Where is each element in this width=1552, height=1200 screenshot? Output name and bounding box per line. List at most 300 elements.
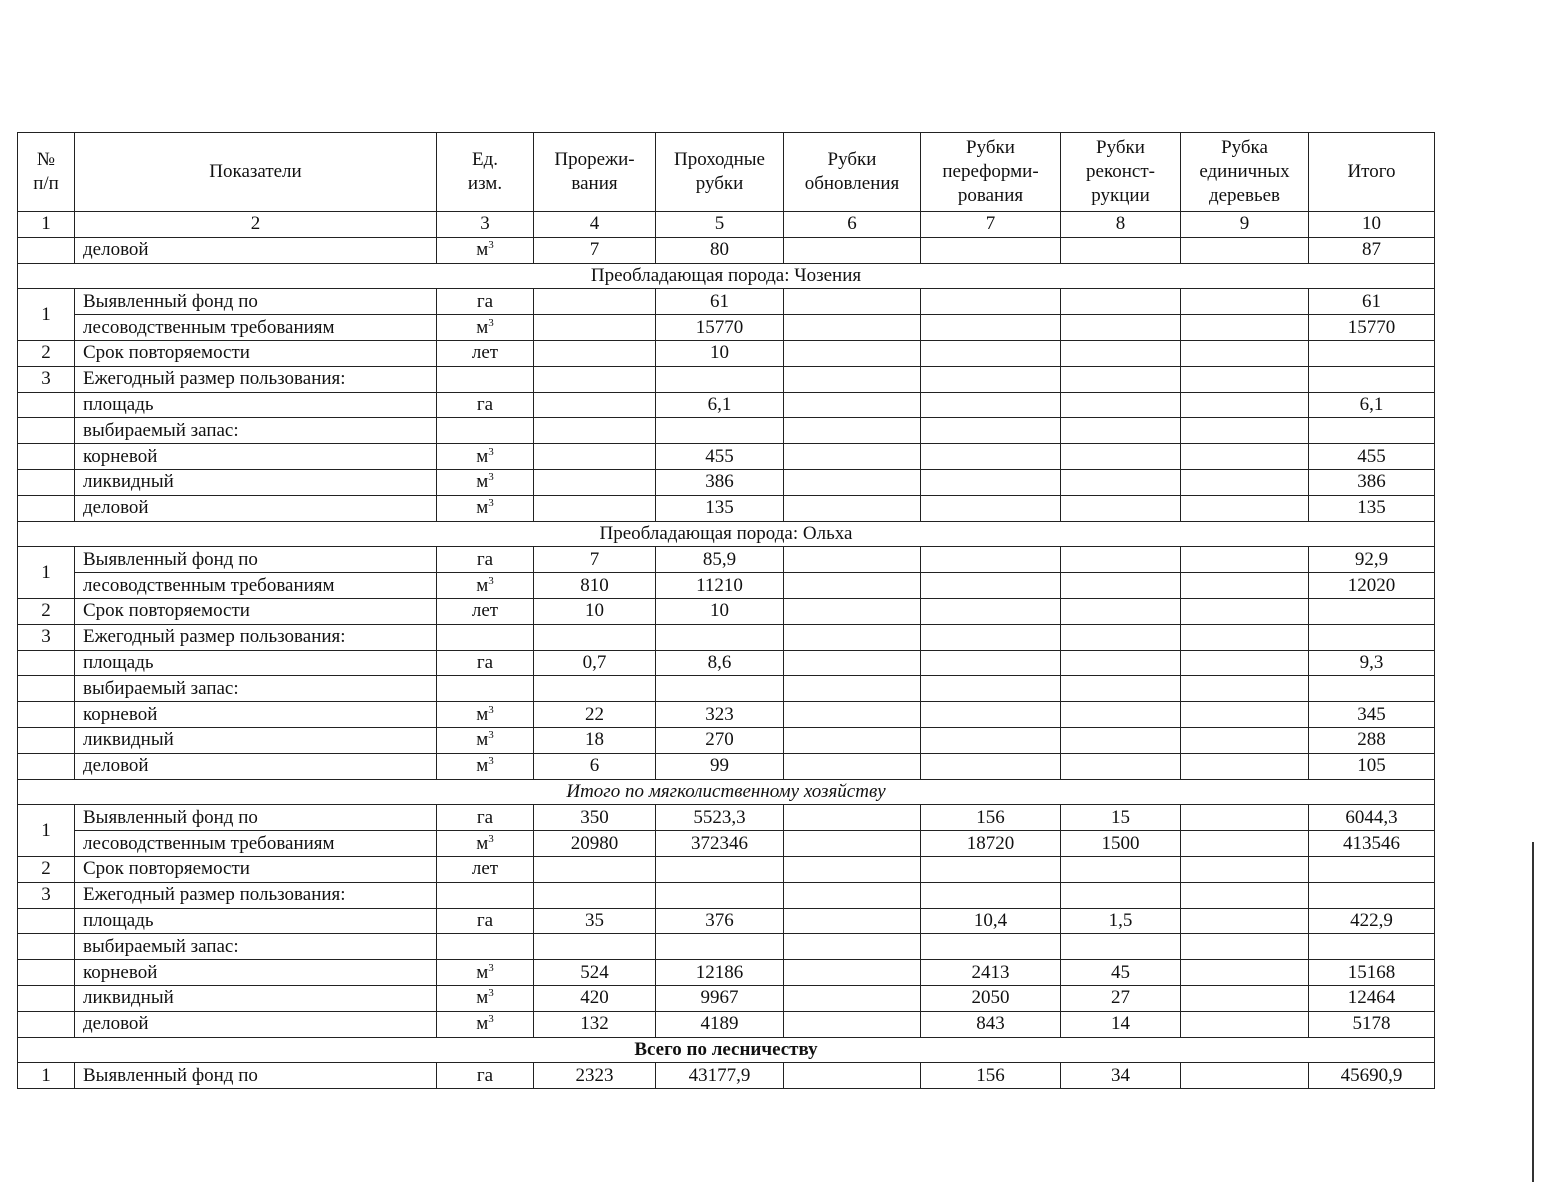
indicator-name: деловой — [75, 753, 437, 779]
value-cell: 43177,9 — [656, 1063, 784, 1089]
value-cell: 27 — [1061, 985, 1181, 1011]
value-cell — [784, 805, 921, 831]
unit-cell: лет — [437, 340, 534, 366]
value-cell — [534, 882, 656, 908]
value-cell — [1061, 392, 1181, 418]
value-cell — [1309, 366, 1435, 392]
table-row — [18, 289, 1435, 315]
value-cell — [784, 444, 921, 470]
indicator-name: Выявленный фонд по — [75, 289, 437, 315]
table-row — [18, 882, 1435, 908]
indicator-name: ликвидный — [75, 985, 437, 1011]
indicator-name: Ежегодный размер пользования: — [75, 366, 437, 392]
value-cell — [1181, 856, 1309, 882]
value-cell — [1061, 676, 1181, 702]
indicator-name: деловой — [75, 495, 437, 521]
value-cell: 20980 — [534, 831, 656, 857]
value-cell — [784, 676, 921, 702]
unit-cell — [437, 418, 534, 444]
value-cell — [1309, 676, 1435, 702]
indicator-name: лесоводственным требованиям — [75, 315, 437, 341]
column-number: 3 — [437, 212, 534, 238]
value-cell — [784, 237, 921, 263]
table-row — [18, 495, 1435, 521]
section-title: Преобладающая порода: Ольха — [18, 521, 1435, 547]
indicator-name: деловой — [75, 237, 437, 263]
value-cell: 18720 — [921, 831, 1061, 857]
value-cell — [1181, 340, 1309, 366]
header-reformation-cuttings: Рубки переформи- рования — [921, 133, 1061, 212]
indicator-name: Выявленный фонд по — [75, 805, 437, 831]
value-cell: 34 — [1061, 1063, 1181, 1089]
value-cell: 15 — [1061, 805, 1181, 831]
table-row — [18, 676, 1435, 702]
value-cell — [534, 676, 656, 702]
value-cell: 135 — [656, 495, 784, 521]
value-cell — [656, 856, 784, 882]
total-cell: 87 — [1309, 237, 1435, 263]
value-cell: 9967 — [656, 985, 784, 1011]
value-cell: 0,7 — [534, 650, 656, 676]
value-cell — [656, 624, 784, 650]
value-cell — [921, 366, 1061, 392]
total-cell: 6,1 — [1309, 392, 1435, 418]
indicator-name: Ежегодный размер пользования: — [75, 624, 437, 650]
table-row — [18, 573, 1435, 599]
value-cell — [656, 882, 784, 908]
value-cell — [534, 289, 656, 315]
total-cell — [1309, 856, 1435, 882]
total-cell: 413546 — [1309, 831, 1435, 857]
value-cell — [784, 702, 921, 728]
value-cell: 61 — [656, 289, 784, 315]
section-title-row — [18, 1037, 1435, 1063]
value-cell: 156 — [921, 1063, 1061, 1089]
value-cell — [1309, 882, 1435, 908]
row-number: 3 — [18, 882, 75, 908]
value-cell — [921, 598, 1061, 624]
value-cell — [784, 340, 921, 366]
section-title-row — [18, 263, 1435, 289]
value-cell — [534, 392, 656, 418]
value-cell — [784, 934, 921, 960]
value-cell — [534, 934, 656, 960]
unit-cell: га — [437, 392, 534, 418]
value-cell: 10 — [534, 598, 656, 624]
value-cell — [534, 495, 656, 521]
unit-cell: га — [437, 805, 534, 831]
value-cell: 80 — [656, 237, 784, 263]
indicator-name: выбираемый запас: — [75, 418, 437, 444]
value-cell — [534, 444, 656, 470]
value-cell — [1061, 753, 1181, 779]
total-cell: 15770 — [1309, 315, 1435, 341]
table-row — [18, 960, 1435, 986]
unit-cell: га — [437, 547, 534, 573]
unit-cell: га — [437, 908, 534, 934]
header-renewal-cuttings: Рубки обновления — [784, 133, 921, 212]
value-cell: 99 — [656, 753, 784, 779]
value-cell — [1181, 702, 1309, 728]
forest-use-table — [17, 132, 1435, 1089]
value-cell — [1181, 650, 1309, 676]
value-cell — [1181, 366, 1309, 392]
value-cell — [1061, 237, 1181, 263]
indicator-name: выбираемый запас: — [75, 934, 437, 960]
unit-cell — [437, 676, 534, 702]
table-row — [18, 237, 1435, 263]
value-cell: 35 — [534, 908, 656, 934]
value-cell — [1309, 624, 1435, 650]
table-row — [18, 856, 1435, 882]
row-number — [18, 392, 75, 418]
row-number — [18, 985, 75, 1011]
header-unit: Ед. изм. — [437, 133, 534, 212]
value-cell: 18 — [534, 727, 656, 753]
value-cell — [784, 753, 921, 779]
value-cell — [921, 392, 1061, 418]
value-cell — [1181, 753, 1309, 779]
total-cell: 15168 — [1309, 960, 1435, 986]
value-cell — [1181, 985, 1309, 1011]
value-cell: 156 — [921, 805, 1061, 831]
value-cell: 372346 — [656, 831, 784, 857]
total-cell: 422,9 — [1309, 908, 1435, 934]
value-cell — [921, 469, 1061, 495]
unit-cell: $м^3$ — [437, 960, 534, 986]
unit-cell — [437, 882, 534, 908]
value-cell — [784, 1011, 921, 1037]
unit-cell: га — [437, 650, 534, 676]
value-cell — [1061, 366, 1181, 392]
indicator-name: Срок повторяемости — [75, 856, 437, 882]
value-cell — [921, 727, 1061, 753]
value-cell: 10,4 — [921, 908, 1061, 934]
row-number — [18, 934, 75, 960]
value-cell — [921, 418, 1061, 444]
header-passage-cuttings: Проходные рубки — [656, 133, 784, 212]
value-cell — [1061, 598, 1181, 624]
value-cell — [921, 856, 1061, 882]
unit-cell: $м^3$ — [437, 573, 534, 599]
value-cell — [784, 985, 921, 1011]
row-number — [18, 908, 75, 934]
value-cell — [656, 366, 784, 392]
table-row — [18, 1011, 1435, 1037]
value-cell — [784, 908, 921, 934]
value-cell — [784, 960, 921, 986]
section-title-row — [18, 521, 1435, 547]
table-row — [18, 340, 1435, 366]
value-cell — [921, 702, 1061, 728]
value-cell — [784, 573, 921, 599]
unit-cell — [437, 934, 534, 960]
row-number — [18, 444, 75, 470]
unit-cell: $м^3$ — [437, 495, 534, 521]
column-number: 4 — [534, 212, 656, 238]
value-cell — [784, 856, 921, 882]
value-cell — [1181, 934, 1309, 960]
value-cell: 132 — [534, 1011, 656, 1037]
value-cell — [921, 573, 1061, 599]
value-cell — [1061, 573, 1181, 599]
value-cell: 524 — [534, 960, 656, 986]
row-number — [18, 650, 75, 676]
indicator-name: ликвидный — [75, 469, 437, 495]
unit-cell: $м^3$ — [437, 985, 534, 1011]
value-cell — [1181, 831, 1309, 857]
value-cell: 843 — [921, 1011, 1061, 1037]
value-cell: 10 — [656, 598, 784, 624]
value-cell: 7 — [534, 547, 656, 573]
value-cell — [784, 624, 921, 650]
table-row — [18, 598, 1435, 624]
value-cell — [784, 392, 921, 418]
value-cell — [1061, 547, 1181, 573]
value-cell — [921, 547, 1061, 573]
value-cell — [921, 289, 1061, 315]
value-cell — [1181, 237, 1309, 263]
value-cell — [784, 727, 921, 753]
row-number — [18, 702, 75, 728]
row-number — [18, 727, 75, 753]
value-cell — [1181, 598, 1309, 624]
indicator-name: выбираемый запас: — [75, 676, 437, 702]
value-cell — [784, 366, 921, 392]
value-cell — [1181, 960, 1309, 986]
total-cell: 386 — [1309, 469, 1435, 495]
column-number: 7 — [921, 212, 1061, 238]
table-row — [18, 727, 1435, 753]
row-number: 2 — [18, 598, 75, 624]
table-row — [18, 418, 1435, 444]
unit-cell: $м^3$ — [437, 702, 534, 728]
indicator-name: корневой — [75, 960, 437, 986]
value-cell — [1061, 856, 1181, 882]
row-number: 3 — [18, 366, 75, 392]
indicator-name: деловой — [75, 1011, 437, 1037]
value-cell: 2323 — [534, 1063, 656, 1089]
value-cell: 4189 — [656, 1011, 784, 1037]
section-title: Итого по мягколиственному хозяйству — [18, 779, 1435, 805]
value-cell — [534, 340, 656, 366]
value-cell — [1181, 547, 1309, 573]
total-cell: 92,9 — [1309, 547, 1435, 573]
column-number: 8 — [1061, 212, 1181, 238]
total-cell: 288 — [1309, 727, 1435, 753]
table-row — [18, 753, 1435, 779]
total-cell: 345 — [1309, 702, 1435, 728]
table-row — [18, 315, 1435, 341]
value-cell — [534, 469, 656, 495]
row-number — [18, 676, 75, 702]
unit-cell: $м^3$ — [437, 1011, 534, 1037]
value-cell — [1181, 573, 1309, 599]
value-cell — [1181, 727, 1309, 753]
value-cell: 2050 — [921, 985, 1061, 1011]
value-cell — [1061, 624, 1181, 650]
value-cell — [1181, 624, 1309, 650]
row-number: 1 — [18, 805, 75, 857]
unit-cell: лет — [437, 598, 534, 624]
indicator-name: Выявленный фонд по — [75, 547, 437, 573]
value-cell: 810 — [534, 573, 656, 599]
value-cell — [656, 418, 784, 444]
table-row — [18, 392, 1435, 418]
unit-cell: $м^3$ — [437, 727, 534, 753]
value-cell: 6 — [534, 753, 656, 779]
row-number — [18, 960, 75, 986]
value-cell — [784, 315, 921, 341]
value-cell — [1181, 392, 1309, 418]
value-cell — [1181, 289, 1309, 315]
row-number — [18, 418, 75, 444]
table-row — [18, 805, 1435, 831]
unit-cell: $м^3$ — [437, 237, 534, 263]
table-row — [18, 547, 1435, 573]
unit-cell — [437, 366, 534, 392]
header-indicators: Показатели — [75, 133, 437, 212]
section-title: Преобладающая порода: Чозения — [18, 263, 1435, 289]
row-number: 1 — [18, 547, 75, 599]
value-cell — [784, 418, 921, 444]
value-cell: 455 — [656, 444, 784, 470]
value-cell — [1181, 1063, 1309, 1089]
value-cell — [784, 882, 921, 908]
value-cell — [1181, 444, 1309, 470]
indicator-name: корневой — [75, 702, 437, 728]
value-cell — [784, 495, 921, 521]
value-cell — [921, 340, 1061, 366]
value-cell: 5523,3 — [656, 805, 784, 831]
value-cell — [921, 237, 1061, 263]
table-row — [18, 831, 1435, 857]
unit-cell: $м^3$ — [437, 469, 534, 495]
value-cell: 420 — [534, 985, 656, 1011]
row-number: 2 — [18, 856, 75, 882]
value-cell — [1181, 469, 1309, 495]
value-cell — [1061, 469, 1181, 495]
value-cell: 22 — [534, 702, 656, 728]
indicator-name: Срок повторяемости — [75, 340, 437, 366]
value-cell: 85,9 — [656, 547, 784, 573]
value-cell — [534, 315, 656, 341]
value-cell — [921, 934, 1061, 960]
column-number: 2 — [75, 212, 437, 238]
value-cell: 270 — [656, 727, 784, 753]
value-cell: 10 — [656, 340, 784, 366]
table-row — [18, 366, 1435, 392]
value-cell — [784, 1063, 921, 1089]
column-number: 10 — [1309, 212, 1435, 238]
total-cell: 105 — [1309, 753, 1435, 779]
table-row — [18, 650, 1435, 676]
value-cell — [1181, 676, 1309, 702]
value-cell — [1061, 315, 1181, 341]
value-cell — [1309, 418, 1435, 444]
value-cell: 350 — [534, 805, 656, 831]
value-cell — [1061, 727, 1181, 753]
value-cell — [1061, 289, 1181, 315]
unit-cell: $м^3$ — [437, 753, 534, 779]
table-row — [18, 985, 1435, 1011]
table-row — [18, 908, 1435, 934]
value-cell: 376 — [656, 908, 784, 934]
value-cell: 15770 — [656, 315, 784, 341]
indicator-name: корневой — [75, 444, 437, 470]
table-row — [18, 624, 1435, 650]
column-number: 1 — [18, 212, 75, 238]
header-total: Итого — [1309, 133, 1435, 212]
value-cell: 7 — [534, 237, 656, 263]
indicator-name: лесоводственным требованиям — [75, 831, 437, 857]
table-row — [18, 702, 1435, 728]
indicator-name: площадь — [75, 392, 437, 418]
value-cell — [1181, 495, 1309, 521]
header-thinning: Прорежи- вания — [534, 133, 656, 212]
indicator-name: лесоводственным требованиям — [75, 573, 437, 599]
column-number: 9 — [1181, 212, 1309, 238]
value-cell — [1061, 444, 1181, 470]
row-number: 3 — [18, 624, 75, 650]
value-cell: 6,1 — [656, 392, 784, 418]
value-cell — [534, 624, 656, 650]
indicator-name: Ежегодный размер пользования: — [75, 882, 437, 908]
value-cell — [1181, 418, 1309, 444]
total-cell: 45690,9 — [1309, 1063, 1435, 1089]
value-cell — [784, 289, 921, 315]
unit-cell: га — [437, 289, 534, 315]
total-cell: 12020 — [1309, 573, 1435, 599]
value-cell — [1181, 882, 1309, 908]
table-row — [18, 934, 1435, 960]
unit-cell — [437, 624, 534, 650]
indicator-name: площадь — [75, 908, 437, 934]
value-cell — [921, 624, 1061, 650]
table-row — [18, 1063, 1435, 1089]
section-title-row — [18, 779, 1435, 805]
value-cell — [534, 418, 656, 444]
total-cell: 61 — [1309, 289, 1435, 315]
indicator-name: Выявленный фонд по — [75, 1063, 437, 1089]
unit-cell: $м^3$ — [437, 831, 534, 857]
value-cell: 45 — [1061, 960, 1181, 986]
value-cell — [656, 676, 784, 702]
header-single-tree-cutting: Рубка единичных деревьев — [1181, 133, 1309, 212]
row-number — [18, 495, 75, 521]
indicator-name: площадь — [75, 650, 437, 676]
value-cell — [1061, 882, 1181, 908]
total-cell: 9,3 — [1309, 650, 1435, 676]
scan-edge-line — [1532, 842, 1534, 1182]
header-number: № п/п — [18, 133, 75, 212]
total-cell: 5178 — [1309, 1011, 1435, 1037]
total-cell — [1309, 340, 1435, 366]
value-cell — [1061, 418, 1181, 444]
value-cell: 14 — [1061, 1011, 1181, 1037]
row-number — [18, 237, 75, 263]
column-numbers-row — [18, 212, 1435, 238]
value-cell — [784, 650, 921, 676]
indicator-name: ликвидный — [75, 727, 437, 753]
value-cell: 12186 — [656, 960, 784, 986]
value-cell — [1181, 1011, 1309, 1037]
table-row — [18, 469, 1435, 495]
value-cell — [1061, 340, 1181, 366]
value-cell: 386 — [656, 469, 784, 495]
total-cell: 135 — [1309, 495, 1435, 521]
row-number: 1 — [18, 1063, 75, 1089]
